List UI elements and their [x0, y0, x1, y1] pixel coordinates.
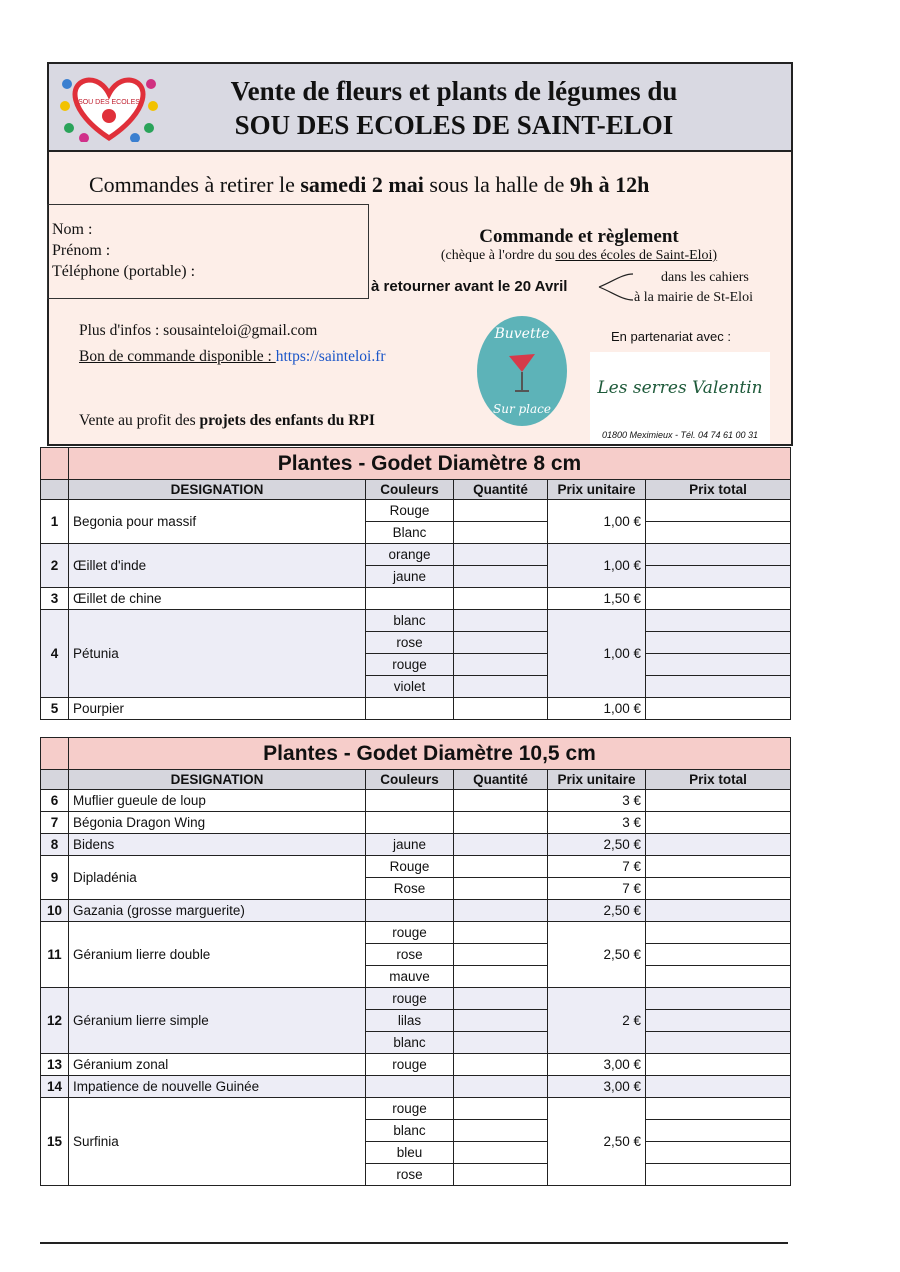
item-color: Rouge: [366, 856, 454, 878]
item-number: 7: [41, 812, 69, 834]
quantity-input[interactable]: [454, 676, 548, 698]
item-color: rouge: [366, 988, 454, 1010]
table-row: [41, 834, 791, 856]
item-color: blanc: [366, 1120, 454, 1142]
partner-label: En partenariat avec :: [611, 329, 731, 344]
quantity-input[interactable]: [454, 544, 548, 566]
quantity-input[interactable]: [454, 522, 548, 544]
contact-email: Plus d'infos : sousainteloi@gmail.com: [79, 322, 318, 339]
spacer: [41, 480, 69, 500]
unit-price: 2,50 €: [548, 1098, 646, 1186]
total-price-input[interactable]: [646, 698, 791, 720]
title-banner: [49, 64, 791, 152]
table-row: [41, 500, 791, 522]
quantity-input[interactable]: [454, 654, 548, 676]
item-name: Géranium lierre double: [69, 922, 366, 988]
profit-note: Vente au profit des projets des enfants du RPI: [79, 412, 375, 429]
total-price-input[interactable]: [646, 610, 791, 632]
total-price-input[interactable]: [646, 988, 791, 1010]
quantity-input[interactable]: [454, 834, 548, 856]
website-link[interactable]: https://sainteloi.fr: [275, 348, 386, 365]
sou-des-ecoles-heart-logo: [59, 72, 159, 142]
table-row: [41, 588, 791, 610]
item-color: Blanc: [366, 522, 454, 544]
item-number: 1: [41, 500, 69, 544]
column-header: Prix unitaire: [548, 480, 646, 500]
quantity-input[interactable]: [454, 610, 548, 632]
total-price-input[interactable]: [646, 632, 791, 654]
unit-price: 1,00 €: [548, 610, 646, 698]
total-price-input[interactable]: [646, 1054, 791, 1076]
spacer: [41, 448, 69, 480]
quantity-input[interactable]: [454, 1076, 548, 1098]
total-price-input[interactable]: [646, 1120, 791, 1142]
quantity-input[interactable]: [454, 900, 548, 922]
table-row: [41, 544, 791, 566]
table-row: [41, 922, 791, 944]
table-row: [41, 812, 791, 834]
unit-price: 3 €: [548, 812, 646, 834]
column-header: DESIGNATION: [69, 770, 366, 790]
item-color: blanc: [366, 1032, 454, 1054]
table-row: [41, 1076, 791, 1098]
unit-price: 2 €: [548, 988, 646, 1054]
item-color: rouge: [366, 1054, 454, 1076]
bottom-rule: [40, 1242, 788, 1244]
split-arrow-icon: [597, 270, 637, 304]
quantity-input[interactable]: [454, 856, 548, 878]
column-header: Prix total: [646, 770, 791, 790]
item-name: Bidens: [69, 834, 366, 856]
price-table-1: [40, 447, 791, 720]
column-header: Quantité: [454, 770, 548, 790]
total-price-input[interactable]: [646, 1010, 791, 1032]
item-name: Impatience de nouvelle Guinée: [69, 1076, 366, 1098]
telephone-field[interactable]: Téléphone (portable) :: [52, 263, 196, 280]
column-header: Prix unitaire: [548, 770, 646, 790]
item-number: 9: [41, 856, 69, 900]
item-color: rose: [366, 944, 454, 966]
section-title: Plantes - Godet Diamètre 8 cm: [69, 448, 791, 480]
item-name: Géranium lierre simple: [69, 988, 366, 1054]
quantity-input[interactable]: [454, 588, 548, 610]
svg-text:SOU DES ECOLES: SOU DES ECOLES: [78, 99, 140, 106]
quantity-input[interactable]: [454, 698, 548, 720]
unit-price: 1,00 €: [548, 544, 646, 588]
column-header: DESIGNATION: [69, 480, 366, 500]
total-price-input[interactable]: [646, 1164, 791, 1186]
item-number: 12: [41, 988, 69, 1054]
quantity-input[interactable]: [454, 922, 548, 944]
total-price-input[interactable]: [646, 1076, 791, 1098]
total-price-input[interactable]: [646, 566, 791, 588]
column-header: Couleurs: [366, 480, 454, 500]
total-price-input[interactable]: [646, 1098, 791, 1120]
item-name: Pourpier: [69, 698, 366, 720]
column-header: Couleurs: [366, 770, 454, 790]
total-price-input[interactable]: [646, 790, 791, 812]
buvette-badge: Buvette Sur place: [477, 316, 567, 426]
item-number: 10: [41, 900, 69, 922]
return-deadline: à retourner avant le 20 Avril: [371, 278, 568, 295]
item-number: 8: [41, 834, 69, 856]
item-number: 3: [41, 588, 69, 610]
item-number: 2: [41, 544, 69, 588]
unit-price: 1,00 €: [548, 698, 646, 720]
item-name: Dipladénia: [69, 856, 366, 900]
customer-identity-box[interactable]: [47, 204, 369, 299]
total-price-input[interactable]: [646, 500, 791, 522]
item-color: jaune: [366, 566, 454, 588]
item-name: Begonia pour massif: [69, 500, 366, 544]
total-price-input[interactable]: [646, 900, 791, 922]
table-row: [41, 856, 791, 878]
section-title: Plantes - Godet Diamètre 10,5 cm: [69, 738, 791, 770]
quantity-input[interactable]: [454, 500, 548, 522]
total-price-input[interactable]: [646, 834, 791, 856]
quantity-input[interactable]: [454, 632, 548, 654]
item-number: 6: [41, 790, 69, 812]
item-name: Muflier gueule de loup: [69, 790, 366, 812]
table-row: [41, 988, 791, 1010]
total-price-input[interactable]: [646, 944, 791, 966]
unit-price: 7 €: [548, 856, 646, 878]
unit-price: 7 €: [548, 878, 646, 900]
unit-price: 3,00 €: [548, 1076, 646, 1098]
unit-price: 2,50 €: [548, 834, 646, 856]
column-header: Prix total: [646, 480, 791, 500]
unit-price: 3,00 €: [548, 1054, 646, 1076]
quantity-input[interactable]: [454, 1098, 548, 1120]
table-row: [41, 790, 791, 812]
unit-price: 1,00 €: [548, 500, 646, 544]
total-price-input[interactable]: [646, 588, 791, 610]
item-name: Œillet de chine: [69, 588, 366, 610]
table-row: [41, 698, 791, 720]
item-color: Rouge: [366, 500, 454, 522]
item-color: [366, 900, 454, 922]
total-price-input[interactable]: [646, 812, 791, 834]
item-color: lilas: [366, 1010, 454, 1032]
item-number: 5: [41, 698, 69, 720]
partner-logo: Les serres Valentin 01800 Meximieux - Tél. 04 74 61 00 31: [590, 352, 770, 444]
quantity-input[interactable]: [454, 1032, 548, 1054]
total-price-input[interactable]: [646, 1142, 791, 1164]
table-row: [41, 610, 791, 632]
item-number: 4: [41, 610, 69, 698]
item-name: Géranium zonal: [69, 1054, 366, 1076]
item-color: [366, 698, 454, 720]
order-form-header: [47, 62, 793, 446]
pickup-notice: Commandes à retirer le samedi 2 mai sous la halle de 9h à 12h: [89, 172, 650, 197]
table-row: [41, 1054, 791, 1076]
quantity-input[interactable]: [454, 1142, 548, 1164]
page-title: Vente de fleurs et plants de légumes du SOU DES ECOLES DE SAINT-ELOI: [230, 76, 678, 140]
item-color: bleu: [366, 1142, 454, 1164]
total-price-input[interactable]: [646, 1032, 791, 1054]
total-price-input[interactable]: [646, 676, 791, 698]
column-header: Quantité: [454, 480, 548, 500]
quantity-input[interactable]: [454, 790, 548, 812]
cheque-note: (chèque à l'ordre du sou des écoles de Saint-Eloi): [440, 248, 718, 263]
item-color: rouge: [366, 1098, 454, 1120]
item-color: violet: [366, 676, 454, 698]
item-number: 11: [41, 922, 69, 988]
unit-price: 1,50 €: [548, 588, 646, 610]
item-color: rouge: [366, 654, 454, 676]
item-name: Bégonia Dragon Wing: [69, 812, 366, 834]
destination-cahiers: dans les cahiers: [661, 270, 749, 285]
table-row: [41, 900, 791, 922]
item-color: Rose: [366, 878, 454, 900]
item-name: Pétunia: [69, 610, 366, 698]
quantity-input[interactable]: [454, 1164, 548, 1186]
item-number: 14: [41, 1076, 69, 1098]
item-color: rouge: [366, 922, 454, 944]
unit-price: 3 €: [548, 790, 646, 812]
cocktail-glass-icon: [507, 352, 537, 394]
item-color: [366, 588, 454, 610]
total-price-input[interactable]: [646, 522, 791, 544]
spacer: [41, 738, 69, 770]
item-number: 15: [41, 1098, 69, 1186]
item-color: [366, 1076, 454, 1098]
table-row: [41, 1098, 791, 1120]
total-price-input[interactable]: [646, 922, 791, 944]
total-price-input[interactable]: [646, 878, 791, 900]
item-color: rose: [366, 632, 454, 654]
total-price-input[interactable]: [646, 544, 791, 566]
nom-field[interactable]: Nom :: [52, 221, 93, 238]
unit-price: 2,50 €: [548, 922, 646, 988]
item-number: 13: [41, 1054, 69, 1076]
item-name: Gazania (grosse marguerite): [69, 900, 366, 922]
order-heading: Commande et règlement: [479, 226, 679, 247]
item-color: mauve: [366, 966, 454, 988]
quantity-input[interactable]: [454, 1010, 548, 1032]
quantity-input[interactable]: [454, 988, 548, 1010]
item-color: rose: [366, 1164, 454, 1186]
order-payment-block: [379, 226, 779, 264]
spacer: [41, 770, 69, 790]
price-table-2: [40, 737, 791, 1186]
quantity-input[interactable]: [454, 878, 548, 900]
quantity-input[interactable]: [454, 812, 548, 834]
quantity-input[interactable]: [454, 566, 548, 588]
form-availability: Bon de commande disponible : https://sainteloi.fr: [79, 348, 386, 365]
quantity-input[interactable]: [454, 944, 548, 966]
quantity-input[interactable]: [454, 1054, 548, 1076]
item-color: [366, 812, 454, 834]
item-color: blanc: [366, 610, 454, 632]
total-price-input[interactable]: [646, 654, 791, 676]
unit-price: 2,50 €: [548, 900, 646, 922]
quantity-input[interactable]: [454, 966, 548, 988]
item-name: Œillet d'inde: [69, 544, 366, 588]
item-color: [366, 790, 454, 812]
total-price-input[interactable]: [646, 966, 791, 988]
total-price-input[interactable]: [646, 856, 791, 878]
prenom-field[interactable]: Prénom :: [52, 242, 111, 259]
item-name: Surfinia: [69, 1098, 366, 1186]
item-color: jaune: [366, 834, 454, 856]
quantity-input[interactable]: [454, 1120, 548, 1142]
item-color: orange: [366, 544, 454, 566]
destination-mairie: à la mairie de St-Eloi: [634, 290, 753, 305]
